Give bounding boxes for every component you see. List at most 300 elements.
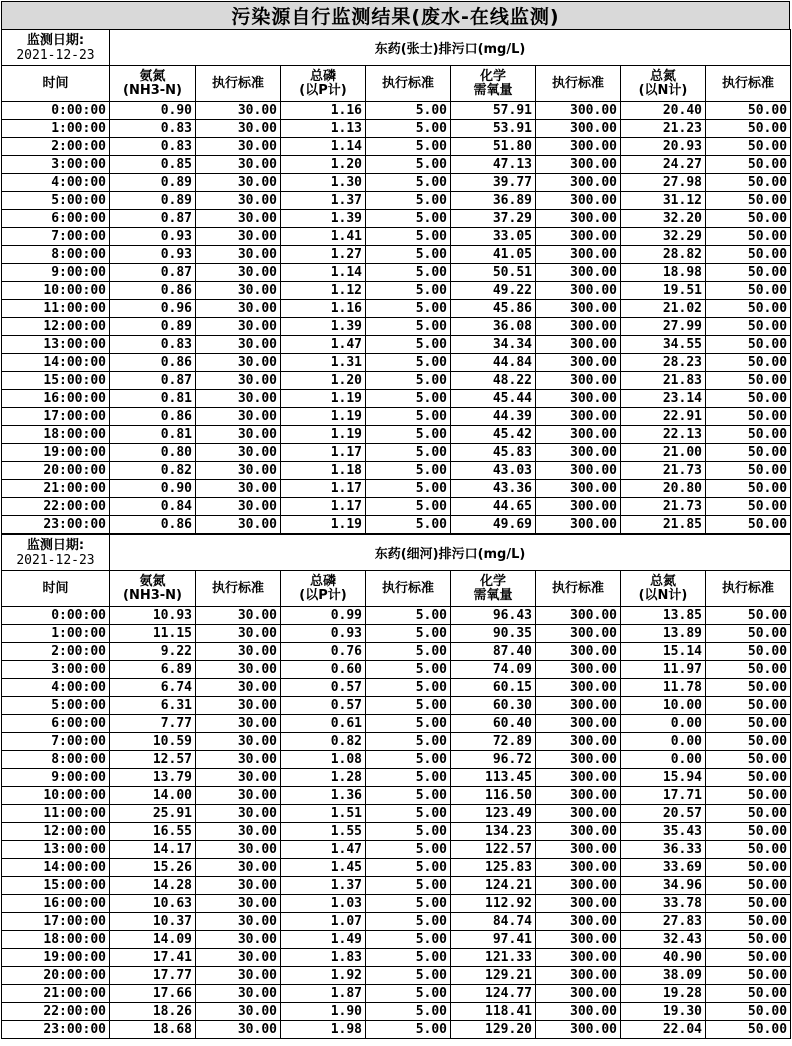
time-cell: 12:00:00	[2, 823, 110, 841]
value-cell: 0.89	[110, 192, 196, 210]
value-cell: 5.00	[366, 607, 451, 625]
table-row	[2, 877, 791, 895]
table-row	[2, 426, 791, 444]
value-cell: 1.28	[281, 769, 366, 787]
value-cell: 5.00	[366, 751, 451, 769]
value-cell: 5.00	[366, 444, 451, 462]
value-cell: 50.00	[706, 931, 791, 949]
value-cell: 1.98	[281, 1021, 366, 1039]
value-cell: 300.00	[536, 805, 621, 823]
value-cell: 129.21	[451, 967, 536, 985]
value-cell: 50.00	[706, 264, 791, 282]
value-cell: 5.00	[366, 823, 451, 841]
value-cell: 39.77	[451, 174, 536, 192]
value-cell: 21.73	[621, 498, 706, 516]
value-cell: 7.77	[110, 715, 196, 733]
value-cell: 50.00	[706, 769, 791, 787]
value-cell: 10.63	[110, 895, 196, 913]
value-cell: 5.00	[366, 282, 451, 300]
value-cell: 5.00	[366, 769, 451, 787]
time-cell: 9:00:00	[2, 264, 110, 282]
value-cell: 38.09	[621, 967, 706, 985]
value-cell: 50.00	[706, 949, 791, 967]
value-cell: 53.91	[451, 120, 536, 138]
value-cell: 30.00	[196, 1021, 281, 1039]
value-cell: 300.00	[536, 516, 621, 534]
value-cell: 1.39	[281, 318, 366, 336]
value-cell: 0.99	[281, 607, 366, 625]
value-cell: 27.99	[621, 318, 706, 336]
value-cell: 5.00	[366, 516, 451, 534]
value-cell: 37.29	[451, 210, 536, 228]
value-cell: 21.83	[621, 372, 706, 390]
value-cell: 50.00	[706, 679, 791, 697]
value-cell: 129.20	[451, 1021, 536, 1039]
table-row	[2, 625, 791, 643]
value-cell: 300.00	[536, 985, 621, 1003]
value-cell: 34.96	[621, 877, 706, 895]
value-cell: 300.00	[536, 607, 621, 625]
value-cell: 18.98	[621, 264, 706, 282]
value-cell: 300.00	[536, 246, 621, 264]
value-cell: 0.61	[281, 715, 366, 733]
value-cell: 0.57	[281, 697, 366, 715]
value-cell: 300.00	[536, 192, 621, 210]
time-cell: 4:00:00	[2, 679, 110, 697]
value-cell: 30.00	[196, 480, 281, 498]
time-cell: 8:00:00	[2, 246, 110, 264]
value-cell: 50.00	[706, 228, 791, 246]
value-cell: 45.86	[451, 300, 536, 318]
table-row	[2, 282, 791, 300]
value-cell: 17.41	[110, 949, 196, 967]
table-row	[2, 643, 791, 661]
value-cell: 30.00	[196, 498, 281, 516]
value-cell: 5.00	[366, 1021, 451, 1039]
value-cell: 17.71	[621, 787, 706, 805]
value-cell: 30.00	[196, 895, 281, 913]
table-row	[2, 390, 791, 408]
table-row	[2, 102, 791, 120]
value-cell: 124.21	[451, 877, 536, 895]
column-header: 执行标准	[706, 66, 791, 102]
value-cell: 30.00	[196, 156, 281, 174]
value-cell: 5.00	[366, 931, 451, 949]
column-header: 总氮 (以N计)	[621, 66, 706, 102]
value-cell: 300.00	[536, 859, 621, 877]
value-cell: 50.00	[706, 156, 791, 174]
value-cell: 34.55	[621, 336, 706, 354]
value-cell: 30.00	[196, 985, 281, 1003]
value-cell: 32.29	[621, 228, 706, 246]
value-cell: 32.43	[621, 931, 706, 949]
value-cell: 300.00	[536, 228, 621, 246]
value-cell: 0.87	[110, 372, 196, 390]
time-cell: 13:00:00	[2, 841, 110, 859]
value-cell: 1.92	[281, 967, 366, 985]
time-cell: 23:00:00	[2, 1021, 110, 1039]
value-cell: 0.93	[110, 246, 196, 264]
value-cell: 30.00	[196, 246, 281, 264]
time-cell: 14:00:00	[2, 859, 110, 877]
value-cell: 30.00	[196, 877, 281, 895]
value-cell: 300.00	[536, 751, 621, 769]
table-row	[2, 859, 791, 877]
table-row	[2, 480, 791, 498]
value-cell: 1.17	[281, 480, 366, 498]
value-cell: 1.08	[281, 751, 366, 769]
value-cell: 45.83	[451, 444, 536, 462]
value-cell: 5.00	[366, 877, 451, 895]
table-row	[2, 913, 791, 931]
value-cell: 41.05	[451, 246, 536, 264]
value-cell: 50.00	[706, 246, 791, 264]
value-cell: 1.37	[281, 192, 366, 210]
value-cell: 1.18	[281, 462, 366, 480]
table-row	[2, 264, 791, 282]
value-cell: 300.00	[536, 138, 621, 156]
table-row	[2, 516, 791, 534]
value-cell: 5.00	[366, 354, 451, 372]
time-cell: 16:00:00	[2, 390, 110, 408]
value-cell: 300.00	[536, 444, 621, 462]
value-cell: 50.00	[706, 1003, 791, 1021]
value-cell: 0.90	[110, 102, 196, 120]
value-cell: 300.00	[536, 318, 621, 336]
value-cell: 30.00	[196, 228, 281, 246]
table-row	[2, 1003, 791, 1021]
date-cell	[2, 535, 110, 571]
value-cell: 0.81	[110, 426, 196, 444]
value-cell: 17.77	[110, 967, 196, 985]
value-cell: 300.00	[536, 372, 621, 390]
value-cell: 0.84	[110, 498, 196, 516]
value-cell: 1.39	[281, 210, 366, 228]
section-header-row	[2, 30, 791, 66]
time-cell: 14:00:00	[2, 354, 110, 372]
value-cell: 300.00	[536, 174, 621, 192]
sheet-title-text: 污染源自行监测结果(废水-在线监测)	[231, 6, 560, 28]
table-row	[2, 751, 791, 769]
time-cell: 12:00:00	[2, 318, 110, 336]
value-cell: 50.00	[706, 697, 791, 715]
value-cell: 50.00	[706, 733, 791, 751]
value-cell: 50.00	[706, 841, 791, 859]
table-row	[2, 805, 791, 823]
column-header: 执行标准	[536, 66, 621, 102]
value-cell: 5.00	[366, 336, 451, 354]
table-row	[2, 967, 791, 985]
value-cell: 74.09	[451, 661, 536, 679]
value-cell: 43.03	[451, 462, 536, 480]
value-cell: 5.00	[366, 174, 451, 192]
time-cell: 9:00:00	[2, 769, 110, 787]
sections-container	[1, 29, 790, 1039]
value-cell: 5.00	[366, 859, 451, 877]
table-row	[2, 300, 791, 318]
value-cell: 30.00	[196, 372, 281, 390]
table-row	[2, 661, 791, 679]
value-cell: 0.93	[110, 228, 196, 246]
value-cell: 0.86	[110, 516, 196, 534]
value-cell: 1.47	[281, 841, 366, 859]
value-cell: 300.00	[536, 120, 621, 138]
column-header: 时间	[2, 571, 110, 607]
value-cell: 30.00	[196, 769, 281, 787]
time-cell: 7:00:00	[2, 733, 110, 751]
value-cell: 1.30	[281, 174, 366, 192]
sheet-title	[1, 1, 790, 29]
value-cell: 30.00	[196, 661, 281, 679]
value-cell: 50.00	[706, 877, 791, 895]
outlet-name: 东药(细河)排污口(mg/L)	[110, 535, 791, 571]
value-cell: 300.00	[536, 480, 621, 498]
time-cell: 16:00:00	[2, 895, 110, 913]
value-cell: 44.39	[451, 408, 536, 426]
value-cell: 300.00	[536, 643, 621, 661]
time-cell: 13:00:00	[2, 336, 110, 354]
value-cell: 20.57	[621, 805, 706, 823]
value-cell: 300.00	[536, 282, 621, 300]
value-cell: 5.00	[366, 625, 451, 643]
value-cell: 21.23	[621, 120, 706, 138]
value-cell: 31.12	[621, 192, 706, 210]
time-cell: 22:00:00	[2, 498, 110, 516]
value-cell: 1.45	[281, 859, 366, 877]
value-cell: 300.00	[536, 967, 621, 985]
value-cell: 300.00	[536, 895, 621, 913]
time-cell: 20:00:00	[2, 967, 110, 985]
value-cell: 50.00	[706, 516, 791, 534]
value-cell: 1.07	[281, 913, 366, 931]
time-cell: 15:00:00	[2, 877, 110, 895]
value-cell: 35.43	[621, 823, 706, 841]
value-cell: 30.00	[196, 336, 281, 354]
value-cell: 30.00	[196, 318, 281, 336]
monitoring-sheet	[1, 1, 790, 1039]
value-cell: 1.20	[281, 372, 366, 390]
table-row	[2, 733, 791, 751]
value-cell: 50.00	[706, 192, 791, 210]
time-cell: 5:00:00	[2, 192, 110, 210]
value-cell: 5.00	[366, 156, 451, 174]
value-cell: 50.00	[706, 985, 791, 1003]
column-header: 执行标准	[366, 571, 451, 607]
value-cell: 300.00	[536, 913, 621, 931]
date-label: 监测日期:	[26, 537, 85, 553]
time-cell: 11:00:00	[2, 805, 110, 823]
value-cell: 0.83	[110, 138, 196, 156]
value-cell: 6.31	[110, 697, 196, 715]
value-cell: 300.00	[536, 841, 621, 859]
table-row	[2, 769, 791, 787]
value-cell: 15.14	[621, 643, 706, 661]
value-cell: 30.00	[196, 733, 281, 751]
value-cell: 1.14	[281, 138, 366, 156]
value-cell: 300.00	[536, 787, 621, 805]
value-cell: 50.00	[706, 282, 791, 300]
column-header: 执行标准	[196, 571, 281, 607]
table-row	[2, 949, 791, 967]
value-cell: 21.02	[621, 300, 706, 318]
value-cell: 28.23	[621, 354, 706, 372]
value-cell: 6.74	[110, 679, 196, 697]
column-header: 氨氮 (NH3-N)	[110, 571, 196, 607]
value-cell: 5.00	[366, 228, 451, 246]
value-cell: 5.00	[366, 192, 451, 210]
column-header: 执行标准	[536, 571, 621, 607]
value-cell: 5.00	[366, 408, 451, 426]
column-header-row	[2, 571, 791, 607]
value-cell: 13.79	[110, 769, 196, 787]
table-row	[2, 174, 791, 192]
value-cell: 30.00	[196, 174, 281, 192]
column-header: 执行标准	[196, 66, 281, 102]
table-row	[2, 444, 791, 462]
value-cell: 1.16	[281, 102, 366, 120]
value-cell: 22.04	[621, 1021, 706, 1039]
table-row	[2, 462, 791, 480]
value-cell: 36.89	[451, 192, 536, 210]
table-row	[2, 787, 791, 805]
value-cell: 1.41	[281, 228, 366, 246]
time-cell: 19:00:00	[2, 444, 110, 462]
value-cell: 1.14	[281, 264, 366, 282]
time-cell: 20:00:00	[2, 462, 110, 480]
value-cell: 14.28	[110, 877, 196, 895]
value-cell: 36.33	[621, 841, 706, 859]
table-row	[2, 985, 791, 1003]
value-cell: 14.17	[110, 841, 196, 859]
value-cell: 96.43	[451, 607, 536, 625]
value-cell: 19.51	[621, 282, 706, 300]
value-cell: 1.90	[281, 1003, 366, 1021]
value-cell: 50.00	[706, 625, 791, 643]
value-cell: 0.76	[281, 643, 366, 661]
time-cell: 0:00:00	[2, 607, 110, 625]
time-cell: 5:00:00	[2, 697, 110, 715]
column-header: 化学 需氧量	[451, 66, 536, 102]
value-cell: 1.49	[281, 931, 366, 949]
value-cell: 5.00	[366, 967, 451, 985]
value-cell: 21.73	[621, 462, 706, 480]
table-row	[2, 120, 791, 138]
table-row	[2, 138, 791, 156]
time-cell: 2:00:00	[2, 643, 110, 661]
value-cell: 300.00	[536, 156, 621, 174]
value-cell: 14.09	[110, 931, 196, 949]
value-cell: 30.00	[196, 426, 281, 444]
value-cell: 0.00	[621, 733, 706, 751]
value-cell: 10.00	[621, 697, 706, 715]
value-cell: 34.34	[451, 336, 536, 354]
value-cell: 5.00	[366, 913, 451, 931]
value-cell: 1.47	[281, 336, 366, 354]
value-cell: 14.00	[110, 787, 196, 805]
value-cell: 0.86	[110, 354, 196, 372]
value-cell: 50.00	[706, 480, 791, 498]
time-cell: 1:00:00	[2, 625, 110, 643]
value-cell: 30.00	[196, 300, 281, 318]
value-cell: 97.41	[451, 931, 536, 949]
value-cell: 5.00	[366, 372, 451, 390]
value-cell: 50.00	[706, 895, 791, 913]
value-cell: 300.00	[536, 300, 621, 318]
value-cell: 50.00	[706, 426, 791, 444]
value-cell: 50.00	[706, 859, 791, 877]
value-cell: 50.00	[706, 805, 791, 823]
value-cell: 50.00	[706, 823, 791, 841]
value-cell: 5.00	[366, 661, 451, 679]
time-cell: 22:00:00	[2, 1003, 110, 1021]
value-cell: 6.89	[110, 661, 196, 679]
value-cell: 10.59	[110, 733, 196, 751]
date-label: 监测日期:	[26, 32, 85, 48]
value-cell: 21.00	[621, 444, 706, 462]
section-header-row	[2, 535, 791, 571]
value-cell: 27.83	[621, 913, 706, 931]
value-cell: 30.00	[196, 913, 281, 931]
value-cell: 72.89	[451, 733, 536, 751]
value-cell: 0.87	[110, 210, 196, 228]
table-row	[2, 408, 791, 426]
value-cell: 11.15	[110, 625, 196, 643]
value-cell: 15.94	[621, 769, 706, 787]
value-cell: 23.14	[621, 390, 706, 408]
value-cell: 5.00	[366, 498, 451, 516]
table-row	[2, 228, 791, 246]
table-row	[2, 823, 791, 841]
value-cell: 30.00	[196, 805, 281, 823]
time-cell: 3:00:00	[2, 661, 110, 679]
value-cell: 5.00	[366, 895, 451, 913]
value-cell: 5.00	[366, 733, 451, 751]
table-row	[2, 498, 791, 516]
column-header-row	[2, 66, 791, 102]
value-cell: 50.00	[706, 607, 791, 625]
value-cell: 5.00	[366, 426, 451, 444]
time-cell: 21:00:00	[2, 985, 110, 1003]
time-cell: 19:00:00	[2, 949, 110, 967]
value-cell: 300.00	[536, 210, 621, 228]
value-cell: 50.00	[706, 444, 791, 462]
value-cell: 87.40	[451, 643, 536, 661]
value-cell: 30.00	[196, 462, 281, 480]
value-cell: 28.82	[621, 246, 706, 264]
value-cell: 125.83	[451, 859, 536, 877]
value-cell: 1.19	[281, 408, 366, 426]
value-cell: 11.78	[621, 679, 706, 697]
value-cell: 300.00	[536, 498, 621, 516]
value-cell: 51.80	[451, 138, 536, 156]
value-cell: 50.00	[706, 210, 791, 228]
value-cell: 45.42	[451, 426, 536, 444]
time-cell: 15:00:00	[2, 372, 110, 390]
value-cell: 30.00	[196, 138, 281, 156]
value-cell: 122.57	[451, 841, 536, 859]
value-cell: 50.00	[706, 643, 791, 661]
value-cell: 0.82	[110, 462, 196, 480]
value-cell: 30.00	[196, 625, 281, 643]
time-cell: 17:00:00	[2, 408, 110, 426]
time-cell: 6:00:00	[2, 715, 110, 733]
value-cell: 5.00	[366, 1003, 451, 1021]
value-cell: 20.80	[621, 480, 706, 498]
value-cell: 5.00	[366, 985, 451, 1003]
table-row	[2, 210, 791, 228]
time-cell: 10:00:00	[2, 282, 110, 300]
value-cell: 1.12	[281, 282, 366, 300]
